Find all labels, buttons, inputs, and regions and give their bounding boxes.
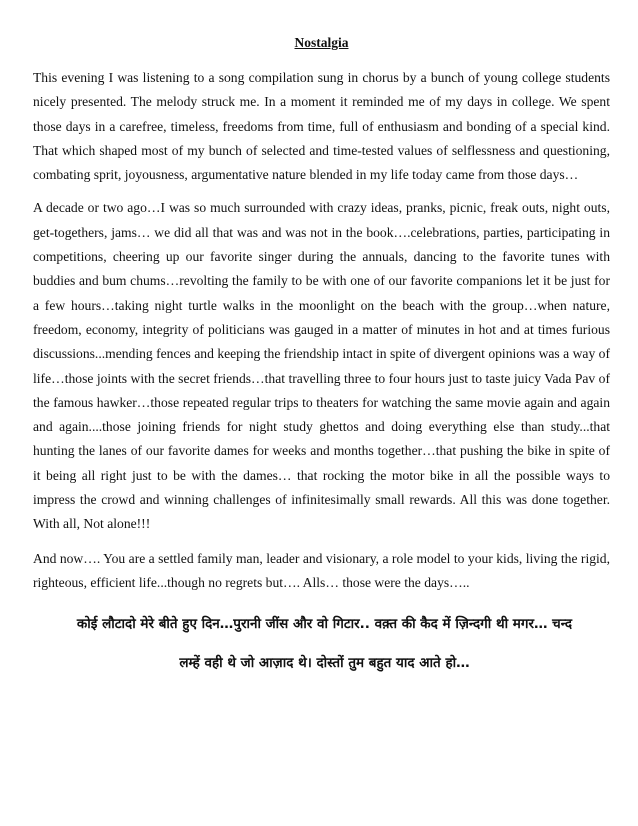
document-page — [33, 34, 610, 683]
hindi-verse-line-1: कोई लौटादो मेरे बीते हुए दिन…पुरानी जींस और वो गिटार.. वक़्त की कैद में ज़िन्दगी थी मगर… चन्द — [76, 616, 573, 633]
hindi-verse-line-2: लम्हें वही थे जो आज़ाद थे। दोस्तों तुम बहुत याद आते हो… — [179, 655, 470, 672]
paragraph-evening: This evening I was listening to a song compilation sung in chorus by a bunch of young college students nicely presented. The melody struck me. In a moment it reminded me of my days in college. We spent those days in a carefree, timeless, freedoms from time, full of enthusiasm and bonding of a special kind. That which shaped most of my bunch of selected and time-tested values of selflessness and questioning, combating sprit, joyousness, argumentative nature blended in my life today came from those days… — [33, 70, 610, 183]
paragraph-decade-ago: A decade or two ago…I was so much surrounded with crazy ideas, pranks, picnic, freak outs, night outs, get-togethers, jams… we did all that was and was not in the book….celebrations, parties, participating in competitions, cheering up our favorite singer during the annuals, dancing to the favorite tunes with buddies and bum chums…revolting the family to be with one of our favorite companions let it be just for a few hours…taking night turtle walks in the moonlight on the beach with the group…when nature, freedom, economy, integrity of politicians was gauged in a matter of minutes in hot and at times furious discussions...mending fences and keeping the friendship intact in spite of divergent opinions was a way of life…those joints with the secret friends…that travelling three to four hours just to taste juicy Vada Pav of the famous hawker…those repeated regular trips to theaters for watching the same movie again and again and again....those joining friends for night study ghettos and doing everything else than study...that hunting the lanes of our favorite dames for weeks and months together…that pushing the bike in spite of it being all right just to be with the dames… that rocking the motor bike in all the possible ways to impress the crowd and winning challenges of infinitesimally small rewards. All this was done together. With all, Not alone!!! — [33, 200, 610, 532]
hindi-verse — [33, 605, 610, 683]
document-title: Nostalgia — [294, 35, 349, 50]
paragraph-and-now: And now…. You are a settled family man, leader and visionary, a role model to your kids, living the rigid, righteous, efficient life...though no regrets but…. Alls… those were the days….. — [33, 550, 610, 590]
